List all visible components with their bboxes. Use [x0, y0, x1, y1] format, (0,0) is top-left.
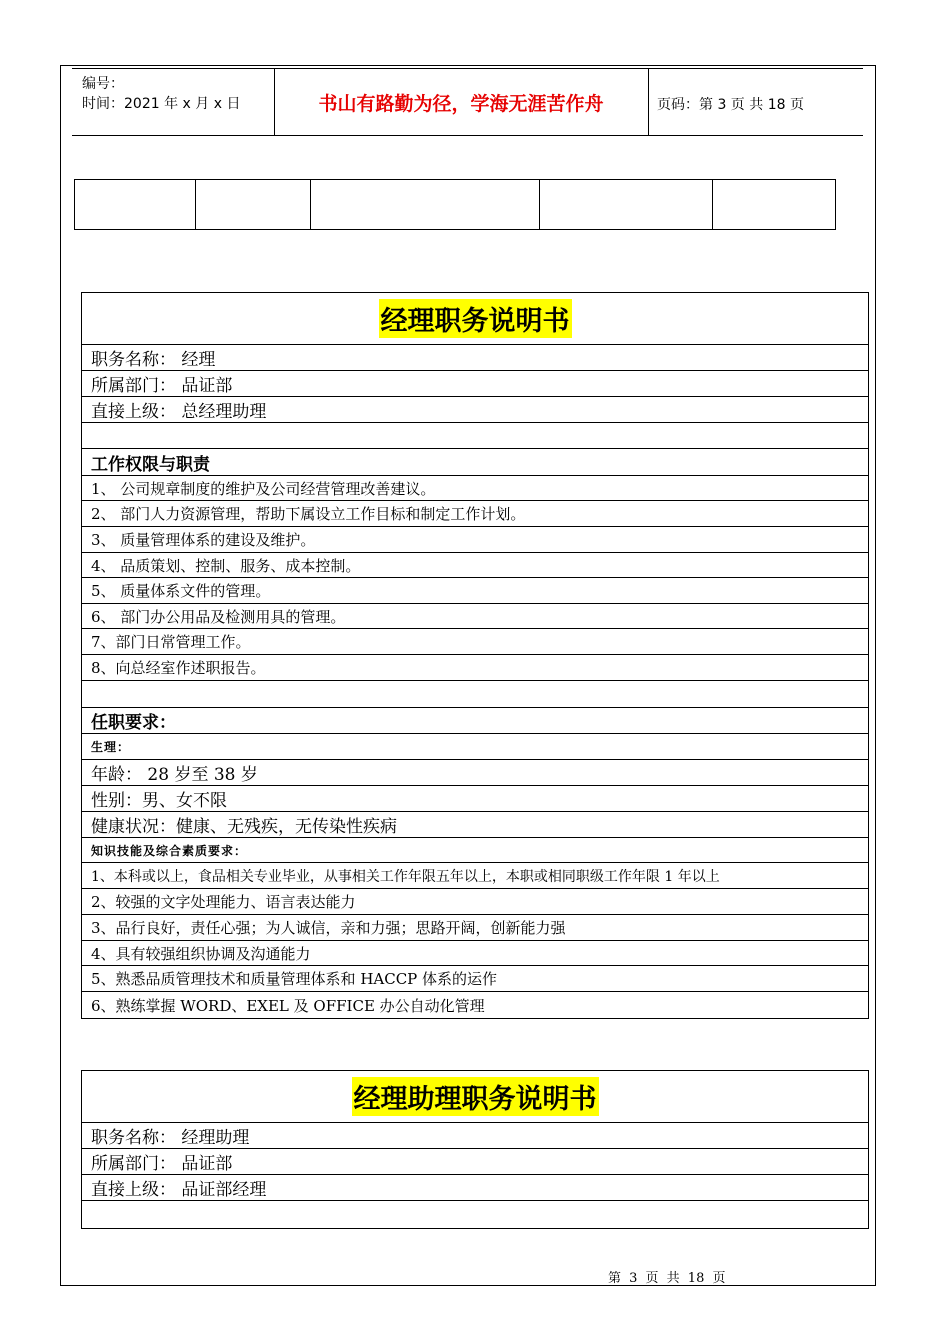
header-motto: 书山有路勤为径，学海无涯苦作舟 [274, 69, 649, 135]
header-info-cell [72, 69, 275, 135]
assistant-job-description-table [81, 1070, 869, 1229]
table-divider [712, 180, 713, 229]
header-page-code: 页码：第 3 页 共 18 页 [657, 97, 804, 113]
blank-row [82, 1201, 868, 1228]
table-divider [539, 180, 540, 229]
duty-item: 5、 质量体系文件的管理。 [82, 578, 868, 604]
table-divider [310, 180, 311, 229]
duty-item: 7、部门日常管理工作。 [82, 629, 868, 655]
superior-row: 直接上级： 总经理助理 [82, 397, 868, 423]
job-name-row: 职务名称： 经理助理 [82, 1123, 868, 1149]
skill-item: 2、较强的文字处理能力、语言表达能力 [82, 889, 868, 915]
duty-item: 1、 公司规章制度的维护及公司经营管理改善建议。 [82, 476, 868, 501]
table-divider [195, 180, 196, 229]
manager-job-description-table [81, 292, 869, 1019]
jd-title-row [82, 293, 868, 345]
skill-item: 6、熟练掌握 WORD、EXEL 及 OFFICE 办公自动化管理 [91, 996, 485, 1015]
duty-item: 8、向总经室作述职报告。 [82, 655, 868, 681]
age-row: 年龄： 28 岁至 38 岁 [82, 760, 868, 786]
health-row: 健康状况：健康、无残疾，无传染性疾病 [82, 812, 868, 838]
skill-item: 1、本科或以上，食品相关专业毕业，从事相关工作年限五年以上，本职或相同职级工作年限 1 年以上 [82, 863, 868, 889]
department-row: 所属部门： 品证部 [82, 371, 868, 397]
duties-heading-row: 工作权限与职责 [82, 449, 868, 476]
document-time-label: 时间：2021 年 x 月 x 日 [82, 96, 241, 112]
skill-item: 4、具有较强组织协调及沟通能力 [82, 941, 868, 966]
superior-row: 直接上级： 品证部经理 [82, 1175, 868, 1201]
duty-item: 6、 部门办公用品及检测用具的管理。 [82, 604, 868, 629]
page-header [72, 68, 863, 136]
blank-row [82, 681, 868, 708]
skills-heading-row: 知识技能及综合素质要求： [82, 838, 868, 863]
jd-title: 经理助理职务说明书 [352, 1077, 599, 1116]
empty-table [74, 179, 836, 230]
duty-item: 2、 部门人力资源管理，帮助下属设立工作目标和制定工作计划。 [82, 501, 868, 527]
jd-title: 经理职务说明书 [379, 299, 572, 338]
department-row: 所属部门： 品证部 [82, 1149, 868, 1175]
job-name-row: 职务名称： 经理 [82, 345, 868, 371]
requirements-heading-row: 任职要求： [82, 708, 868, 734]
gender-row: 性别：男、女不限 [82, 786, 868, 812]
jd-title-row [82, 1071, 868, 1123]
blank-row [82, 423, 868, 449]
physical-heading-row: 生理： [82, 734, 868, 760]
document-number-label: 编号： [82, 76, 124, 92]
skill-item: 3、品行良好，责任心强；为人诚信，亲和力强；思路开阔，创新能力强 [82, 915, 868, 941]
skill-item: 5、熟悉品质管理技术和质量管理体系和 HACCP 体系的运作 [82, 966, 868, 992]
page-footer: 第 3 页 共 18 页 [608, 1271, 726, 1286]
duty-item: 3、 质量管理体系的建设及维护。 [82, 527, 868, 553]
duty-item: 4、 品质策划、控制、服务、成本控制。 [82, 553, 868, 578]
